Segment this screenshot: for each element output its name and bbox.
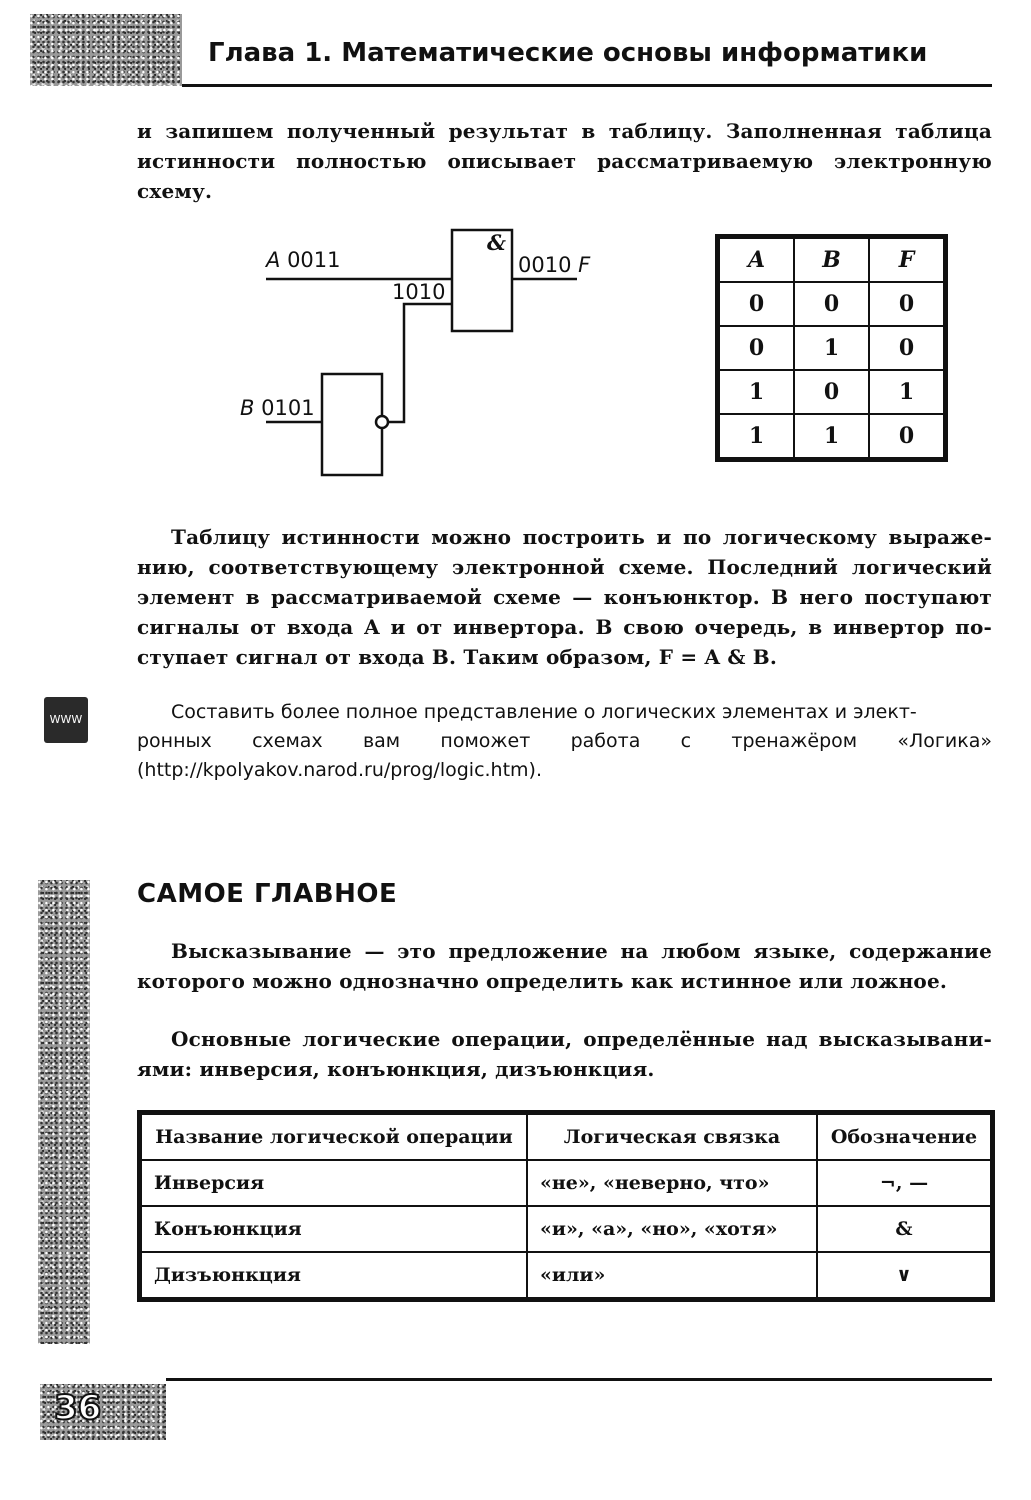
www-note-line: Составить более полное представление о логических элементах и элект-: [171, 701, 917, 723]
page-number-badge: [40, 1384, 166, 1440]
input-a-label: A 0011: [266, 248, 341, 272]
section-side-decoration: [38, 880, 90, 1344]
ops-table-cell: «не», «неверно, что»: [527, 1160, 817, 1206]
summary-line: Основные логические операции, определённые над высказывани-: [171, 1027, 992, 1051]
truth-table-cell: 1: [794, 414, 869, 460]
truth-table-header: B: [794, 237, 869, 283]
ops-table-cell: Дизъюнкция: [140, 1252, 528, 1300]
header-decoration: [30, 14, 182, 86]
ops-table-row: [140, 1160, 993, 1206]
truth-table-header: A: [718, 237, 795, 283]
output-label: 0010 F: [518, 253, 591, 277]
truth-table-row: [718, 326, 946, 370]
ops-table-header: Логическая связка: [527, 1113, 817, 1161]
summary-line: ями: инверсия, конъюнкция, дизъюнкция.: [137, 1057, 655, 1081]
summary-line: которого можно однозначно определить как истинное или ложное.: [137, 969, 948, 993]
ops-table-row: [140, 1252, 993, 1300]
truth-table-row: [718, 370, 946, 414]
inverter-bubble: [376, 416, 388, 428]
ops-table-cell: ¬, —: [817, 1160, 993, 1206]
www-note-line: ронных схемах вам поможет работа с тренажёром «Логика»: [137, 730, 992, 752]
paragraph-line: сигналы от входа A и от инвертора. В свою очередь, в инвертор по-: [137, 615, 992, 639]
intro-line: истинности полностью описывает рассматриваемую электронную: [137, 149, 992, 173]
ops-table-cell: ∨: [817, 1252, 993, 1300]
ops-table-header: Название логической операции: [140, 1113, 528, 1161]
www-note-link[interactable]: (http://kpolyakov.narod.ru/prog/logic.htm).: [137, 759, 543, 781]
truth-table-cell: 0: [869, 326, 946, 370]
page-number: 36: [54, 1388, 102, 1428]
truth-table-row: [718, 414, 946, 460]
summary-paragraph-1: [137, 936, 992, 996]
expression-paragraph: [137, 522, 992, 672]
summary-line: Высказывание — это предложение на любом языке, содержание: [171, 939, 992, 963]
truth-table: [715, 234, 948, 462]
inverted-bits-label: 1010: [392, 280, 446, 304]
truth-table-cell: 1: [718, 414, 795, 460]
ops-table-cell: «или»: [527, 1252, 817, 1300]
section-heading: САМОЕ ГЛАВНОЕ: [137, 879, 398, 909]
truth-table-cell: 1: [718, 370, 795, 414]
www-note: [137, 698, 992, 785]
footer-rule: [166, 1378, 992, 1381]
truth-table-cell: 0: [794, 370, 869, 414]
logic-operations-table: [137, 1110, 995, 1302]
intro-line: схему.: [137, 179, 213, 203]
intro-line: и запишем полученный результат в таблицу. Заполненная таблица: [137, 119, 992, 143]
input-b-label: B 0101: [240, 396, 315, 420]
www-icon: WWW: [44, 697, 88, 743]
and-symbol: &: [487, 230, 506, 255]
paragraph-line: элемент в рассматриваемой схеме — конъюнктор. В него поступают: [137, 585, 992, 609]
chapter-title: Глава 1. Математические основы информатики: [208, 38, 928, 68]
inverter-gate: [322, 374, 382, 475]
intro-paragraph: [137, 116, 992, 206]
ops-table-cell: «и», «а», «но», «хотя»: [527, 1206, 817, 1252]
truth-table-cell: 0: [869, 282, 946, 326]
truth-table-cell: 0: [869, 414, 946, 460]
paragraph-line: Таблицу истинности можно построить и по логическому выраже-: [171, 525, 992, 549]
ops-table-header-row: [140, 1113, 993, 1161]
truth-table-cell: 0: [794, 282, 869, 326]
ops-table-row: [140, 1206, 993, 1252]
truth-table-cell: 0: [718, 282, 795, 326]
truth-table-header: F: [869, 237, 946, 283]
header-rule: [182, 84, 992, 87]
inverter-output-wire: [388, 304, 452, 422]
paragraph-line: ступает сигнал от входа B. Таким образом, F = A & B.: [137, 645, 778, 669]
ops-table-cell: Инверсия: [140, 1160, 528, 1206]
ops-table-cell: &: [817, 1206, 993, 1252]
paragraph-line: нию, соответствующему электронной схеме. Последний логический: [137, 555, 992, 579]
truth-table-cell: 1: [794, 326, 869, 370]
ops-table-header: Обозначение: [817, 1113, 993, 1161]
ops-table-cell: Конъюнкция: [140, 1206, 528, 1252]
truth-table-cell: 1: [869, 370, 946, 414]
truth-table-cell: 0: [718, 326, 795, 370]
summary-paragraph-2: [137, 1024, 992, 1084]
truth-table-row: [718, 282, 946, 326]
truth-table-header-row: [718, 237, 946, 283]
